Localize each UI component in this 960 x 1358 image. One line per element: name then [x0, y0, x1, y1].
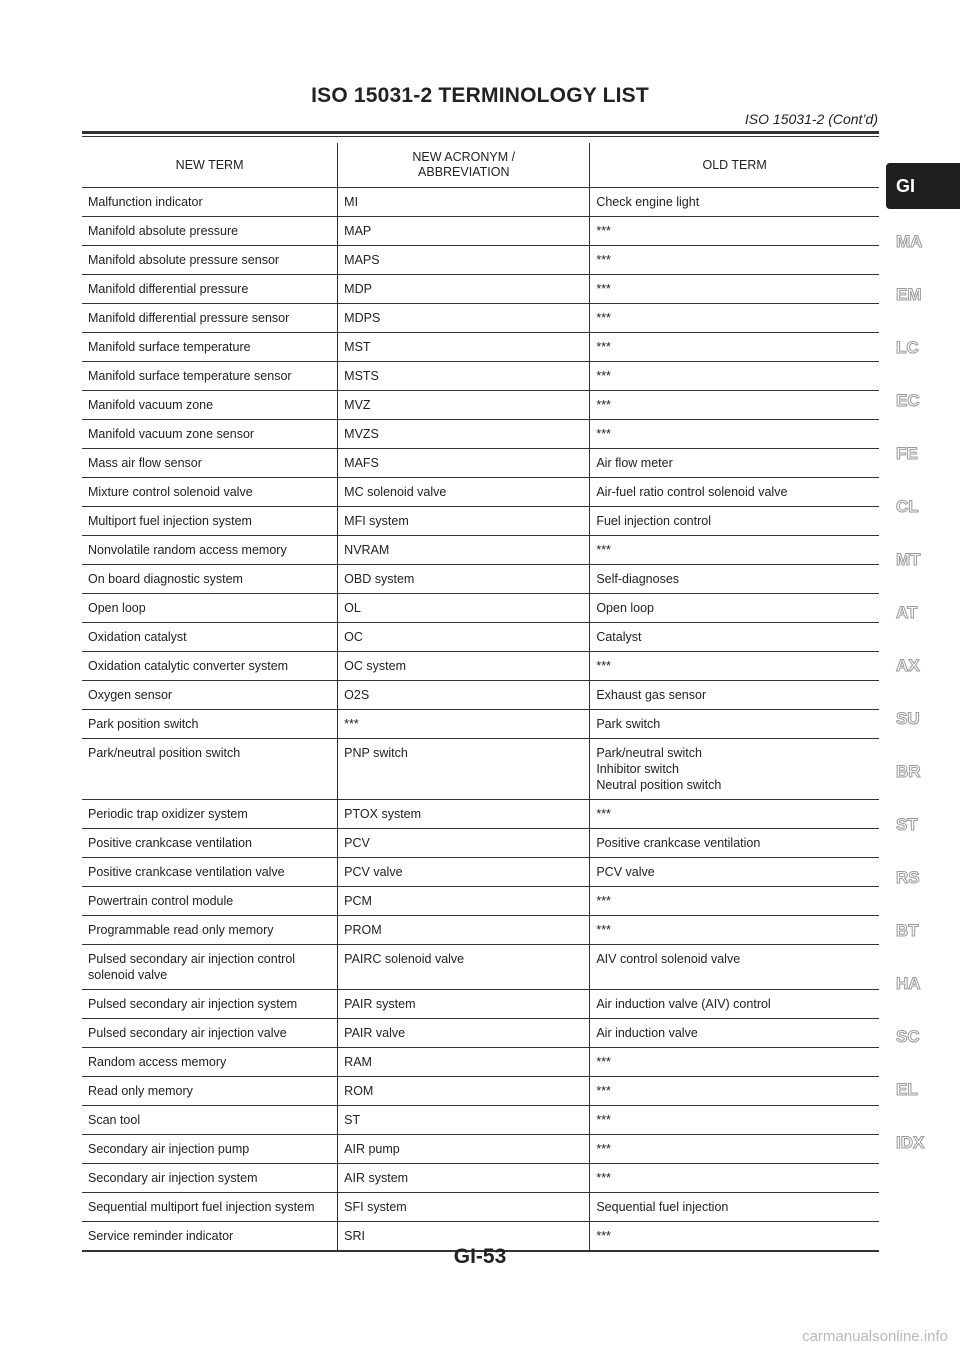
- cell-new-acronym-line: AIR pump: [344, 1142, 400, 1156]
- cell-old-term: [590, 916, 879, 945]
- cell-new-acronym: [338, 217, 590, 246]
- cell-new-term: [82, 536, 338, 565]
- table-row: [82, 1019, 879, 1048]
- table-row: [82, 1164, 879, 1193]
- cell-new-term-line: Oxidation catalyst: [88, 630, 187, 644]
- table-row: [82, 217, 879, 246]
- table-row: [82, 362, 879, 391]
- cell-new-term-line: On board diagnostic system: [88, 572, 243, 586]
- cell-new-acronym-line: ROM: [344, 1084, 374, 1098]
- cell-old-term-line: ***: [596, 398, 611, 412]
- cell-old-term-line: AIV control solenoid valve: [596, 952, 741, 966]
- cell-new-term-line: Manifold surface temperature sensor: [88, 369, 292, 383]
- cell-old-term-line: ***: [596, 369, 611, 383]
- section-tab[interactable]: BR: [896, 762, 921, 781]
- cell-old-term: [590, 990, 879, 1019]
- table-row: [82, 710, 879, 739]
- page-title: ISO 15031-2 TERMINOLOGY LIST: [311, 84, 649, 107]
- table-row: [82, 275, 879, 304]
- cell-new-term-line: Manifold absolute pressure sensor: [88, 253, 280, 267]
- cell-new-term: [82, 246, 338, 275]
- cell-new-term-line: Positive crankcase ventilation: [88, 836, 252, 850]
- column-header-new-acronym-line: NEW ACRONYM /: [412, 150, 516, 164]
- cell-new-acronym: [338, 1077, 590, 1106]
- cell-new-term-line: Manifold differential pressure: [88, 282, 249, 296]
- cell-new-term-line: Pulsed secondary air injection valve: [88, 1026, 287, 1040]
- cell-new-term: [82, 1019, 338, 1048]
- cell-new-acronym-line: PAIR valve: [344, 1026, 406, 1040]
- cell-new-acronym-line: PTOX system: [344, 807, 422, 821]
- cell-new-term: [82, 990, 338, 1019]
- table-row: [82, 536, 879, 565]
- cell-new-term-line: Manifold vacuum zone: [88, 398, 214, 412]
- cell-new-acronym-line: SFI system: [344, 1200, 407, 1214]
- cell-new-acronym: [338, 1193, 590, 1222]
- cell-old-term: [590, 1135, 879, 1164]
- table-row: [82, 246, 879, 275]
- section-tab[interactable]: AX: [896, 656, 920, 675]
- cell-old-term-line: Air induction valve: [596, 1026, 698, 1040]
- section-tab[interactable]: SU: [896, 709, 920, 728]
- column-header-old-term: OLD TERM: [590, 143, 879, 188]
- table-row: [82, 1193, 879, 1222]
- cell-new-acronym-line: O2S: [344, 688, 370, 702]
- title-rule-thin: [82, 136, 879, 137]
- cell-new-term: [82, 362, 338, 391]
- cell-old-term: [590, 391, 879, 420]
- cell-new-term: [82, 800, 338, 829]
- section-tab[interactable]: MA: [896, 232, 923, 251]
- section-tab[interactable]: RS: [896, 868, 920, 887]
- terminology-table: [82, 143, 879, 1252]
- cell-new-acronym: [338, 829, 590, 858]
- cell-new-term-line: Read only memory: [88, 1084, 193, 1098]
- cell-new-acronym: [338, 362, 590, 391]
- table-row: [82, 652, 879, 681]
- cell-new-acronym: [338, 1019, 590, 1048]
- cell-old-term-line: Positive crankcase ventilation: [596, 836, 761, 850]
- cell-old-term-line: ***: [596, 253, 611, 267]
- cell-new-acronym-line: PNP switch: [344, 746, 408, 760]
- cell-new-acronym-line: MVZ: [344, 398, 371, 412]
- cell-old-term: [590, 800, 879, 829]
- cell-old-term: [590, 507, 879, 536]
- cell-old-term: [590, 536, 879, 565]
- cell-new-term-line: Manifold surface temperature: [88, 340, 251, 354]
- cell-new-acronym: [338, 565, 590, 594]
- cell-old-term: [590, 1048, 879, 1077]
- cell-new-acronym-line: PAIR system: [344, 997, 416, 1011]
- cell-old-term: [590, 246, 879, 275]
- cell-new-term: [82, 1106, 338, 1135]
- cell-old-term-line: Open loop: [596, 601, 655, 615]
- cell-old-term: [590, 945, 879, 990]
- table-row: [82, 1048, 879, 1077]
- cell-new-acronym-line: MVZS: [344, 427, 379, 441]
- cell-new-term-line: Service reminder indicator: [88, 1229, 234, 1243]
- cell-old-term-line: ***: [596, 543, 611, 557]
- cell-new-acronym: [338, 594, 590, 623]
- cell-old-term-line: Neutral position switch: [596, 778, 722, 792]
- section-tab[interactable]: SC: [896, 1027, 920, 1046]
- page-number: GI-53: [453, 1245, 507, 1268]
- cell-new-acronym: [338, 536, 590, 565]
- cell-new-term-line: Oxygen sensor: [88, 688, 173, 702]
- cell-old-term-line: Air-fuel ratio control solenoid valve: [596, 485, 788, 499]
- column-header-new-acronym: [338, 143, 590, 188]
- cell-new-term: [82, 1048, 338, 1077]
- cell-new-acronym: [338, 623, 590, 652]
- cell-old-term: [590, 887, 879, 916]
- table-row: [82, 1106, 879, 1135]
- cell-old-term: [590, 1077, 879, 1106]
- section-tabs: [886, 163, 960, 1169]
- section-tab[interactable]: EM: [896, 285, 922, 304]
- cell-old-term-line: Exhaust gas sensor: [596, 688, 707, 702]
- cell-new-term: [82, 887, 338, 916]
- table-row: [82, 858, 879, 887]
- cell-new-term: [82, 420, 338, 449]
- cell-new-acronym-line: OBD system: [344, 572, 415, 586]
- table-row: [82, 304, 879, 333]
- cell-new-acronym-line: ***: [344, 717, 359, 731]
- cell-old-term: [590, 217, 879, 246]
- cell-new-term-line: Secondary air injection pump: [88, 1142, 250, 1156]
- cell-old-term-line: ***: [596, 1142, 611, 1156]
- cell-new-term: [82, 594, 338, 623]
- section-tab[interactable]: MT: [896, 550, 921, 569]
- cell-new-acronym-line: OL: [344, 601, 361, 615]
- section-tab[interactable]: ST: [896, 815, 918, 834]
- cell-old-term-line: ***: [596, 311, 611, 325]
- section-tab[interactable]: AT: [896, 603, 918, 622]
- cell-new-acronym-line: MI: [344, 195, 359, 209]
- cell-old-term: [590, 739, 879, 800]
- section-tab[interactable]: BT: [896, 921, 919, 940]
- cell-new-acronym-line: MFI system: [344, 514, 409, 528]
- cell-old-term-line: Check engine light: [596, 195, 700, 209]
- table-row: [82, 623, 879, 652]
- cell-old-term: [590, 594, 879, 623]
- cell-new-acronym: [338, 188, 590, 217]
- cell-new-term: [82, 507, 338, 536]
- cell-new-acronym-line: ST: [344, 1113, 361, 1127]
- cell-old-term: [590, 858, 879, 887]
- table-row: [82, 829, 879, 858]
- cell-old-term-line: ***: [596, 923, 611, 937]
- cell-new-term-line: Nonvolatile random access memory: [88, 543, 287, 557]
- cell-new-acronym-line: RAM: [344, 1055, 372, 1069]
- cell-old-term: [590, 710, 879, 739]
- cell-new-term: [82, 217, 338, 246]
- cell-new-term: [82, 275, 338, 304]
- cell-old-term-line: Air flow meter: [596, 456, 673, 470]
- table-row: [82, 391, 879, 420]
- cell-new-acronym: [338, 858, 590, 887]
- cell-old-term-line: ***: [596, 224, 611, 238]
- cell-new-term-line: Scan tool: [88, 1113, 141, 1127]
- table-row: [82, 507, 879, 536]
- cell-old-term: [590, 623, 879, 652]
- cell-new-term-line: Park/neutral position switch: [88, 746, 241, 760]
- cell-new-term-line: Positive crankcase ventilation valve: [88, 865, 285, 879]
- cell-new-acronym: [338, 333, 590, 362]
- section-tab-list: [886, 215, 960, 1169]
- cell-new-term: [82, 391, 338, 420]
- cell-old-term-line: ***: [596, 340, 611, 354]
- cell-new-acronym: [338, 990, 590, 1019]
- cell-old-term-line: Self-diagnoses: [596, 572, 680, 586]
- cell-new-term: [82, 858, 338, 887]
- cell-old-term: [590, 478, 879, 507]
- section-tab[interactable]: HA: [896, 974, 921, 993]
- cell-new-term: [82, 1164, 338, 1193]
- cell-new-acronym: [338, 945, 590, 990]
- cell-new-acronym-line: MDPS: [344, 311, 381, 325]
- page-subtitle: ISO 15031-2 (Cont’d): [744, 111, 878, 127]
- table-header-row: [82, 143, 879, 188]
- cell-new-term: [82, 449, 338, 478]
- cell-new-acronym-line: MST: [344, 340, 371, 354]
- cell-new-acronym: [338, 391, 590, 420]
- cell-new-term-line: Multiport fuel injection system: [88, 514, 252, 528]
- section-tab[interactable]: EC: [896, 391, 920, 410]
- cell-new-acronym: [338, 1106, 590, 1135]
- cell-new-term-line: Oxidation catalytic converter system: [88, 659, 289, 673]
- cell-new-acronym: [338, 275, 590, 304]
- cell-old-term: [590, 829, 879, 858]
- cell-new-acronym-line: MSTS: [344, 369, 379, 383]
- cell-new-acronym: [338, 652, 590, 681]
- cell-old-term-line: ***: [596, 1084, 611, 1098]
- cell-new-term: [82, 829, 338, 858]
- table-row: [82, 449, 879, 478]
- cell-new-acronym: [338, 304, 590, 333]
- cell-old-term: [590, 333, 879, 362]
- cell-new-term-line: Pulsed secondary air injection system: [88, 997, 298, 1011]
- cell-old-term-line: Catalyst: [596, 630, 642, 644]
- cell-old-term-line: ***: [596, 282, 611, 296]
- cell-new-acronym-line: OC: [344, 630, 363, 644]
- section-tab[interactable]: EL: [896, 1080, 918, 1099]
- cell-new-term: [82, 304, 338, 333]
- table-row: [82, 1135, 879, 1164]
- cell-old-term: [590, 362, 879, 391]
- cell-new-term-line: Mixture control solenoid valve: [88, 485, 253, 499]
- cell-old-term-line: ***: [596, 427, 611, 441]
- table-row: [82, 594, 879, 623]
- cell-new-term-line: Manifold vacuum zone sensor: [88, 427, 255, 441]
- column-header-new-term: NEW TERM: [82, 143, 338, 188]
- column-header-new-acronym-line: ABBREVIATION: [418, 165, 510, 179]
- table-row: [82, 565, 879, 594]
- cell-new-term-line: Manifold differential pressure sensor: [88, 311, 290, 325]
- table-row: [82, 800, 879, 829]
- cell-new-term: [82, 188, 338, 217]
- cell-new-acronym: [338, 246, 590, 275]
- cell-new-acronym-line: PAIRC solenoid valve: [344, 952, 465, 966]
- cell-new-term-line: Park position switch: [88, 717, 199, 731]
- cell-old-term: [590, 1193, 879, 1222]
- table-row: [82, 739, 879, 800]
- section-tab-active[interactable]: GI: [886, 163, 960, 209]
- cell-new-term-line: Pulsed secondary air injection control: [88, 952, 296, 966]
- cell-new-acronym-line: PCM: [344, 894, 372, 908]
- cell-new-acronym-line: AIR system: [344, 1171, 409, 1185]
- cell-new-acronym: [338, 449, 590, 478]
- cell-new-term: [82, 652, 338, 681]
- cell-new-term: [82, 739, 338, 800]
- cell-new-term: [82, 565, 338, 594]
- cell-new-acronym-line: PCV: [344, 836, 370, 850]
- cell-old-term-line: ***: [596, 659, 611, 673]
- cell-old-term: [590, 420, 879, 449]
- cell-old-term: [590, 681, 879, 710]
- cell-new-acronym-line: MDP: [344, 282, 372, 296]
- cell-old-term: [590, 652, 879, 681]
- cell-new-acronym: [338, 681, 590, 710]
- cell-new-term: [82, 710, 338, 739]
- cell-old-term-line: ***: [596, 1229, 611, 1243]
- cell-new-term: [82, 916, 338, 945]
- cell-old-term-line: Park/neutral switch: [596, 746, 702, 760]
- cell-old-term: [590, 188, 879, 217]
- cell-new-acronym: [338, 507, 590, 536]
- cell-new-term-line: Manifold absolute pressure: [88, 224, 239, 238]
- cell-new-acronym-line: OC system: [344, 659, 406, 673]
- cell-new-acronym: [338, 800, 590, 829]
- cell-old-term-line: ***: [596, 1113, 611, 1127]
- cell-new-term-line: Periodic trap oxidizer system: [88, 807, 248, 821]
- cell-new-term: [82, 333, 338, 362]
- cell-new-term-line: Malfunction indicator: [88, 195, 203, 209]
- cell-new-term-line: Powertrain control module: [88, 894, 234, 908]
- cell-new-acronym: [338, 1164, 590, 1193]
- cell-old-term-line: Sequential fuel injection: [596, 1200, 729, 1214]
- cell-new-term: [82, 478, 338, 507]
- cell-new-acronym-line: MAP: [344, 224, 372, 238]
- cell-new-acronym-line: PCV valve: [344, 865, 403, 879]
- table-row: [82, 887, 879, 916]
- table-row: [82, 188, 879, 217]
- cell-new-acronym-line: SRI: [344, 1229, 366, 1243]
- section-tab[interactable]: LC: [896, 338, 919, 357]
- table-row: [82, 1077, 879, 1106]
- table-row: [82, 681, 879, 710]
- cell-new-acronym: [338, 916, 590, 945]
- cell-old-term-line: Inhibitor switch: [596, 762, 680, 776]
- cell-old-term-line: ***: [596, 1171, 611, 1185]
- section-tab[interactable]: IDX: [896, 1133, 925, 1152]
- cell-old-term: [590, 449, 879, 478]
- cell-old-term: [590, 1164, 879, 1193]
- table-row: [82, 945, 879, 990]
- cell-new-acronym: [338, 1135, 590, 1164]
- cell-new-acronym-line: PROM: [344, 923, 382, 937]
- cell-new-acronym-line: MAFS: [344, 456, 379, 470]
- cell-new-acronym: [338, 478, 590, 507]
- cell-new-acronym: [338, 1048, 590, 1077]
- cell-new-acronym: [338, 739, 590, 800]
- cell-new-term: [82, 1193, 338, 1222]
- cell-new-term-line: Sequential multiport fuel injection system: [88, 1200, 315, 1214]
- table-row: [82, 333, 879, 362]
- cell-old-term-line: ***: [596, 1055, 611, 1069]
- cell-new-term: [82, 1077, 338, 1106]
- cell-old-term: [590, 1019, 879, 1048]
- table-row: [82, 420, 879, 449]
- watermark: carmanualsonline.info: [802, 1328, 948, 1345]
- cell-old-term-line: Fuel injection control: [596, 514, 711, 528]
- cell-old-term: [590, 565, 879, 594]
- cell-new-term-line: Programmable read only memory: [88, 923, 274, 937]
- table-row: [82, 990, 879, 1019]
- cell-new-term: [82, 681, 338, 710]
- cell-old-term: [590, 1106, 879, 1135]
- cell-new-term-line: Open loop: [88, 601, 146, 615]
- cell-new-acronym-line: MC solenoid valve: [344, 485, 447, 499]
- table-row: [82, 916, 879, 945]
- table-row: [82, 478, 879, 507]
- cell-new-acronym: [338, 710, 590, 739]
- cell-new-term: [82, 945, 338, 990]
- cell-new-acronym: [338, 887, 590, 916]
- cell-new-acronym: [338, 420, 590, 449]
- cell-old-term: [590, 275, 879, 304]
- title-rule: [82, 131, 879, 134]
- cell-old-term: [590, 304, 879, 333]
- cell-new-term-line: Secondary air injection system: [88, 1171, 258, 1185]
- section-tab[interactable]: FE: [896, 444, 918, 463]
- cell-new-term-line: Mass air flow sensor: [88, 456, 202, 470]
- cell-new-acronym-line: MAPS: [344, 253, 380, 267]
- cell-old-term-line: Park switch: [596, 717, 661, 731]
- cell-new-term: [82, 1135, 338, 1164]
- section-tab[interactable]: CL: [896, 497, 919, 516]
- cell-new-acronym-line: NVRAM: [344, 543, 390, 557]
- cell-new-term-line: Random access memory: [88, 1055, 227, 1069]
- cell-old-term-line: ***: [596, 894, 611, 908]
- table-body: [82, 188, 879, 1252]
- cell-old-term-line: ***: [596, 807, 611, 821]
- cell-old-term-line: PCV valve: [596, 865, 655, 879]
- cell-new-term: [82, 623, 338, 652]
- cell-new-term-line: solenoid valve: [88, 968, 168, 982]
- cell-old-term-line: Air induction valve (AIV) control: [596, 997, 771, 1011]
